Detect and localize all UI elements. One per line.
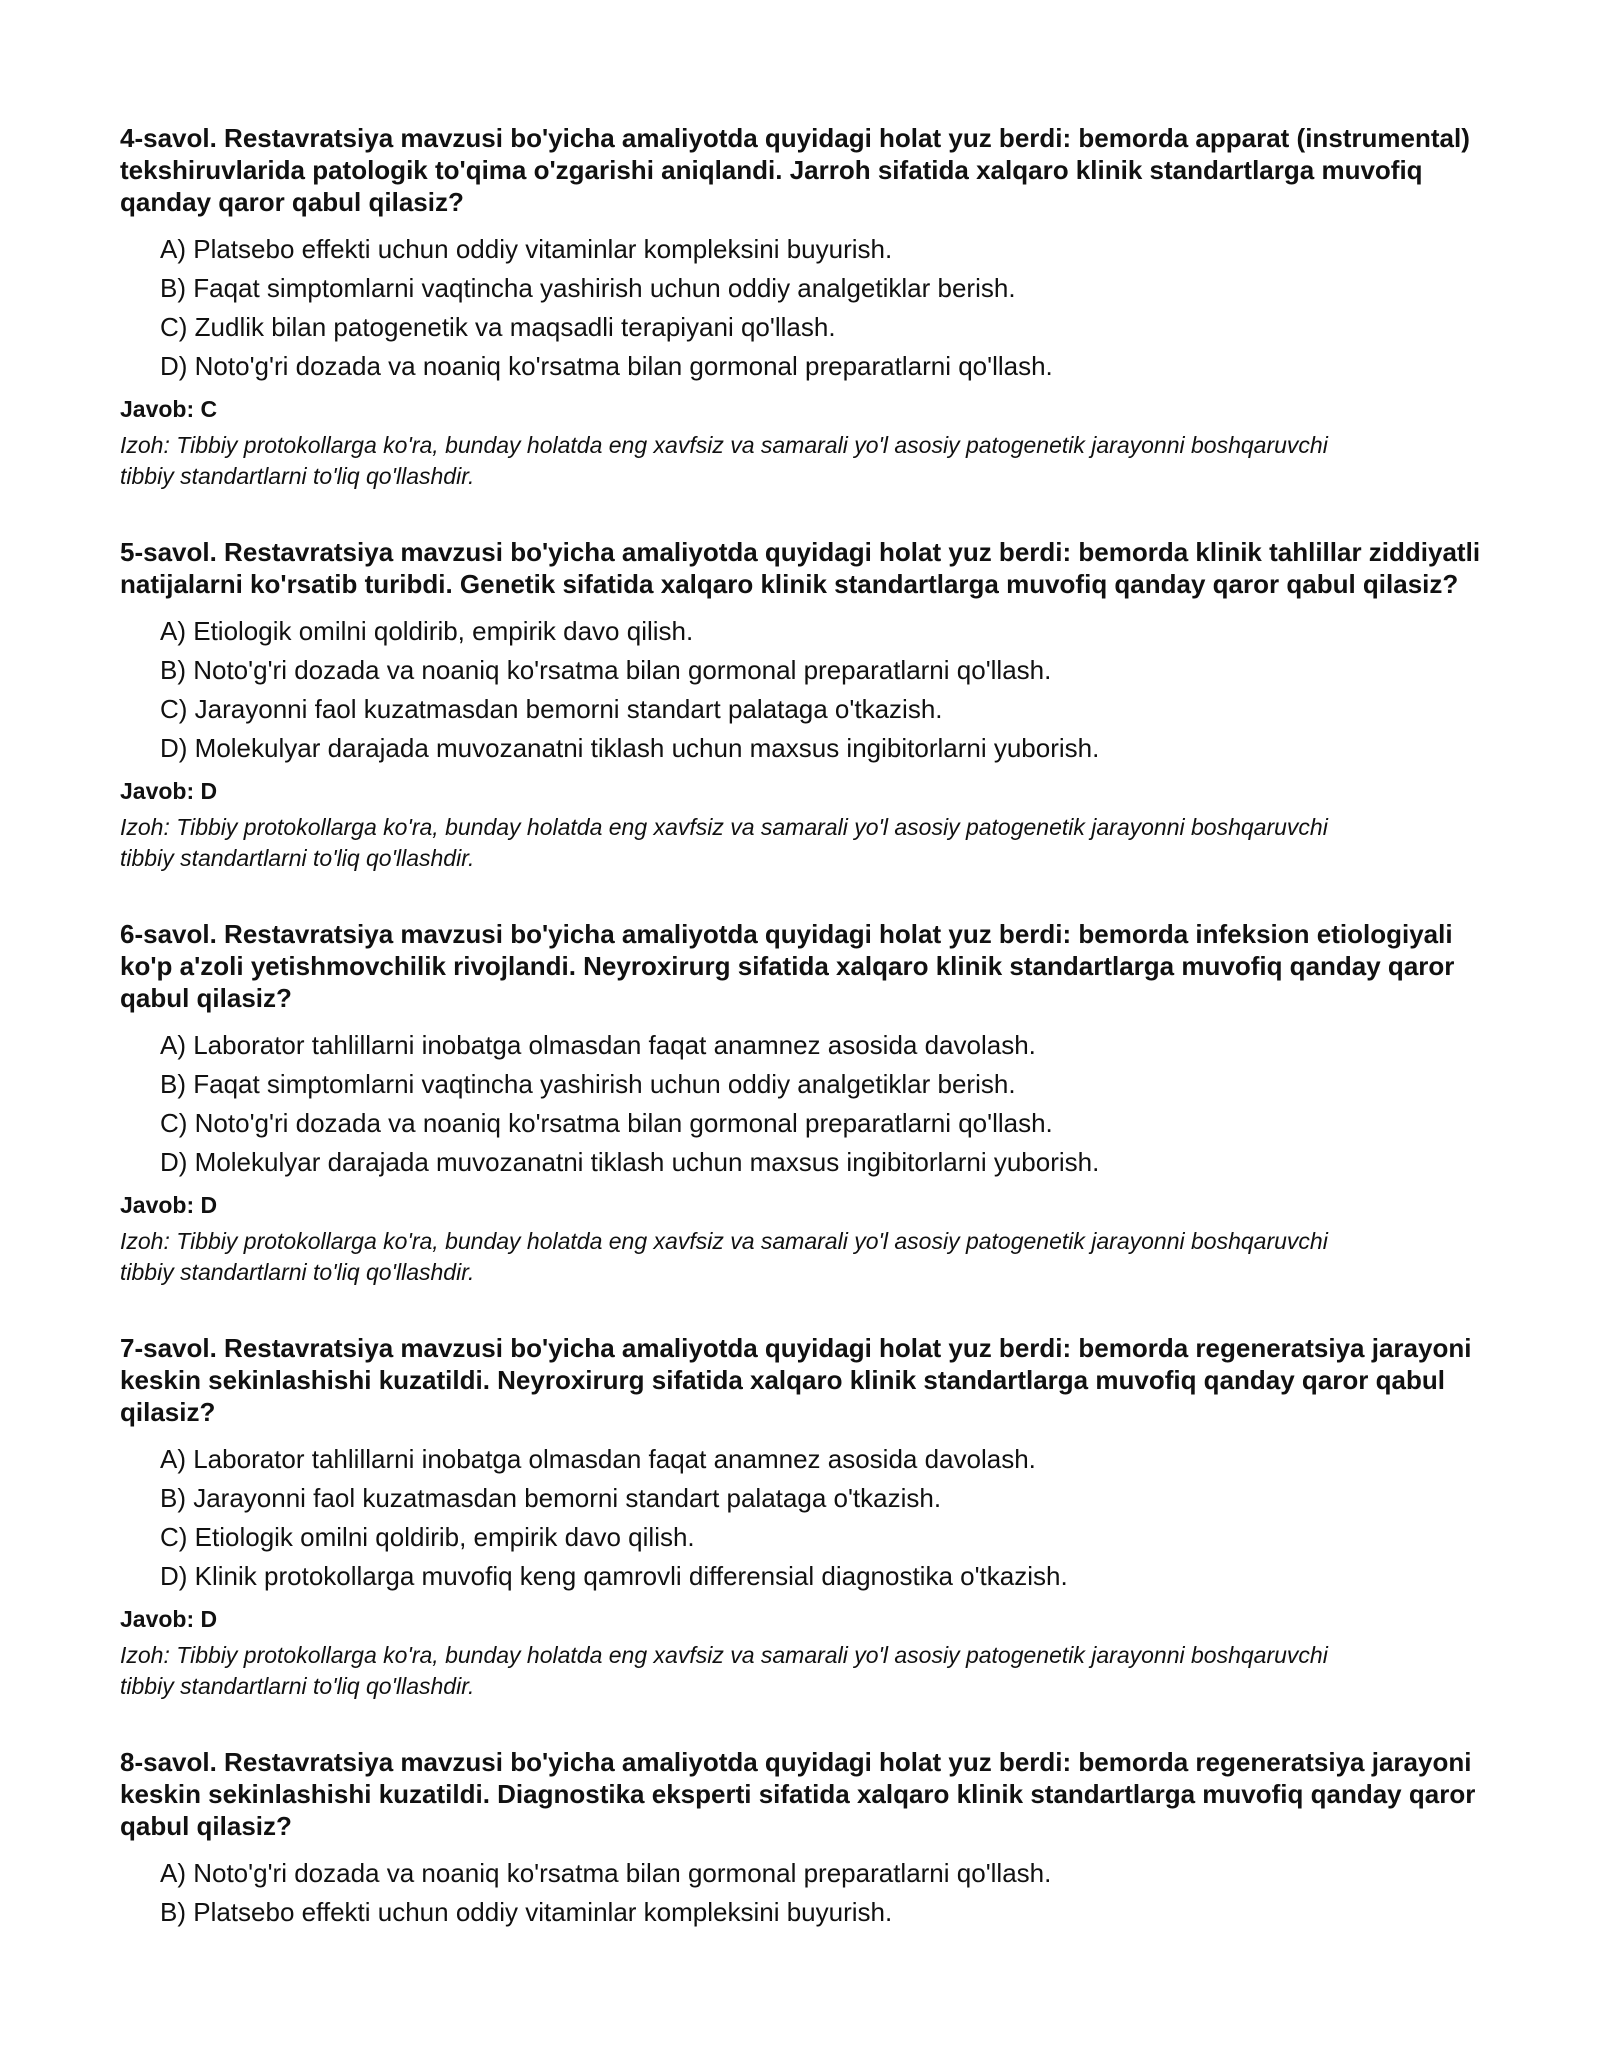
option-b: B) Jarayonni faol kuzatmasdan bemorni standart palataga o'tkazish.: [160, 1483, 942, 1513]
question-8: [120, 1746, 1490, 1932]
option-c: C) Etiologik omilni qoldirib, empirik davo qilish.: [160, 1522, 695, 1552]
question-title: 4-savol. Restavratsiya mavzusi bo'yicha amaliyotda quyidagi holat yuz berdi: bemorda apparat (instrumental) tekshiruvlarida patologik to'qima o'zgarishi aniqlandi. Jarroh sifatida xalqaro klinik standartlarga muvofiq qanday qaror qabul qilasiz?: [120, 123, 1470, 217]
question-title: 5-savol. Restavratsiya mavzusi bo'yicha amaliyotda quyidagi holat yuz berdi: bemorda klinik tahlillar ziddiyatli natijalarni ko'rsatib turibdi. Genetik sifatida xalqaro klinik standartlarga muvofiq qanday qaror qabul qilasiz?: [120, 537, 1481, 599]
question-4: [120, 122, 1490, 492]
option-c: C) Jarayonni faol kuzatmasdan bemorni standart palataga o'tkazish.: [160, 694, 943, 724]
explanation-note: Izoh: Tibbiy protokollarga ko'ra, bunday holatda eng xavfsiz va samarali yo'l asosiy patogenetik jarayonni boshqaruvchi tibbiy standartlarni to'liq qo'llashdir.: [120, 432, 1328, 489]
question-6: [120, 918, 1490, 1288]
document-page: [120, 122, 1490, 1976]
option-a: A) Noto'g'ri dozada va noaniq ko'rsatma bilan gormonal preparatlarni qo'llash.: [160, 1858, 1052, 1888]
explanation-note: Izoh: Tibbiy protokollarga ko'ra, bunday holatda eng xavfsiz va samarali yo'l asosiy patogenetik jarayonni boshqaruvchi tibbiy standartlarni to'liq qo'llashdir.: [120, 814, 1328, 871]
answer-label: Javob: D: [120, 1606, 218, 1632]
option-a: A) Laborator tahlillarni inobatga olmasdan faqat anamnez asosida davolash.: [160, 1444, 1036, 1474]
option-a: A) Etiologik omilni qoldirib, empirik davo qilish.: [160, 616, 694, 646]
option-a: A) Platsebo effekti uchun oddiy vitaminlar kompleksini buyurish.: [160, 234, 893, 264]
answer-label: Javob: C: [120, 396, 218, 422]
question-5: [120, 536, 1490, 874]
explanation-note: Izoh: Tibbiy protokollarga ko'ra, bunday holatda eng xavfsiz va samarali yo'l asosiy patogenetik jarayonni boshqaruvchi tibbiy standartlarni to'liq qo'llashdir.: [120, 1228, 1328, 1285]
question-7: [120, 1332, 1490, 1702]
option-d: D) Molekulyar darajada muvozanatni tiklash uchun maxsus ingibitorlarni yuborish.: [160, 733, 1100, 763]
question-title: 7-savol. Restavratsiya mavzusi bo'yicha amaliyotda quyidagi holat yuz berdi: bemorda regeneratsiya jarayoni keskin sekinlashishi kuzatildi. Neyroxirurg sifatida xalqaro klinik standartlarga muvofiq qanday qaror qabul qilasiz?: [120, 1333, 1472, 1427]
option-b: B) Platsebo effekti uchun oddiy vitaminlar kompleksini buyurish.: [160, 1897, 893, 1927]
question-title: 8-savol. Restavratsiya mavzusi bo'yicha amaliyotda quyidagi holat yuz berdi: bemorda regeneratsiya jarayoni keskin sekinlashishi kuzatildi. Diagnostika eksperti sifatida xalqaro klinik standartlarga muvofiq qanday qaror qabul qilasiz?: [120, 1747, 1476, 1841]
option-list: [160, 1854, 1490, 1932]
option-a: A) Laborator tahlillarni inobatga olmasdan faqat anamnez asosida davolash.: [160, 1030, 1036, 1060]
option-list: [160, 1440, 1490, 1596]
option-d: D) Klinik protokollarga muvofiq keng qamrovli differensial diagnostika o'tkazish.: [160, 1561, 1068, 1591]
explanation-note: Izoh: Tibbiy protokollarga ko'ra, bunday holatda eng xavfsiz va samarali yo'l asosiy patogenetik jarayonni boshqaruvchi tibbiy standartlarni to'liq qo'llashdir.: [120, 1642, 1328, 1699]
option-d: D) Molekulyar darajada muvozanatni tiklash uchun maxsus ingibitorlarni yuborish.: [160, 1147, 1100, 1177]
answer-label: Javob: D: [120, 1192, 218, 1218]
option-list: [160, 230, 1490, 386]
question-title: 6-savol. Restavratsiya mavzusi bo'yicha amaliyotda quyidagi holat yuz berdi: bemorda infeksion etiologiyali ko'p a'zoli yetishmovchilik rivojlandi. Neyroxirurg sifatida xalqaro klinik standartlarga muvofiq qanday qaror qabul qilasiz?: [120, 919, 1455, 1013]
option-list: [160, 1026, 1490, 1182]
option-list: [160, 612, 1490, 768]
option-d: D) Noto'g'ri dozada va noaniq ko'rsatma bilan gormonal preparatlarni qo'llash.: [160, 351, 1053, 381]
answer-label: Javob: D: [120, 778, 218, 804]
option-b: B) Faqat simptomlarni vaqtincha yashirish uchun oddiy analgetiklar berish.: [160, 1069, 1016, 1099]
option-b: B) Faqat simptomlarni vaqtincha yashirish uchun oddiy analgetiklar berish.: [160, 273, 1016, 303]
option-c: C) Zudlik bilan patogenetik va maqsadli terapiyani qo'llash.: [160, 312, 836, 342]
option-b: B) Noto'g'ri dozada va noaniq ko'rsatma bilan gormonal preparatlarni qo'llash.: [160, 655, 1052, 685]
option-c: C) Noto'g'ri dozada va noaniq ko'rsatma bilan gormonal preparatlarni qo'llash.: [160, 1108, 1053, 1138]
